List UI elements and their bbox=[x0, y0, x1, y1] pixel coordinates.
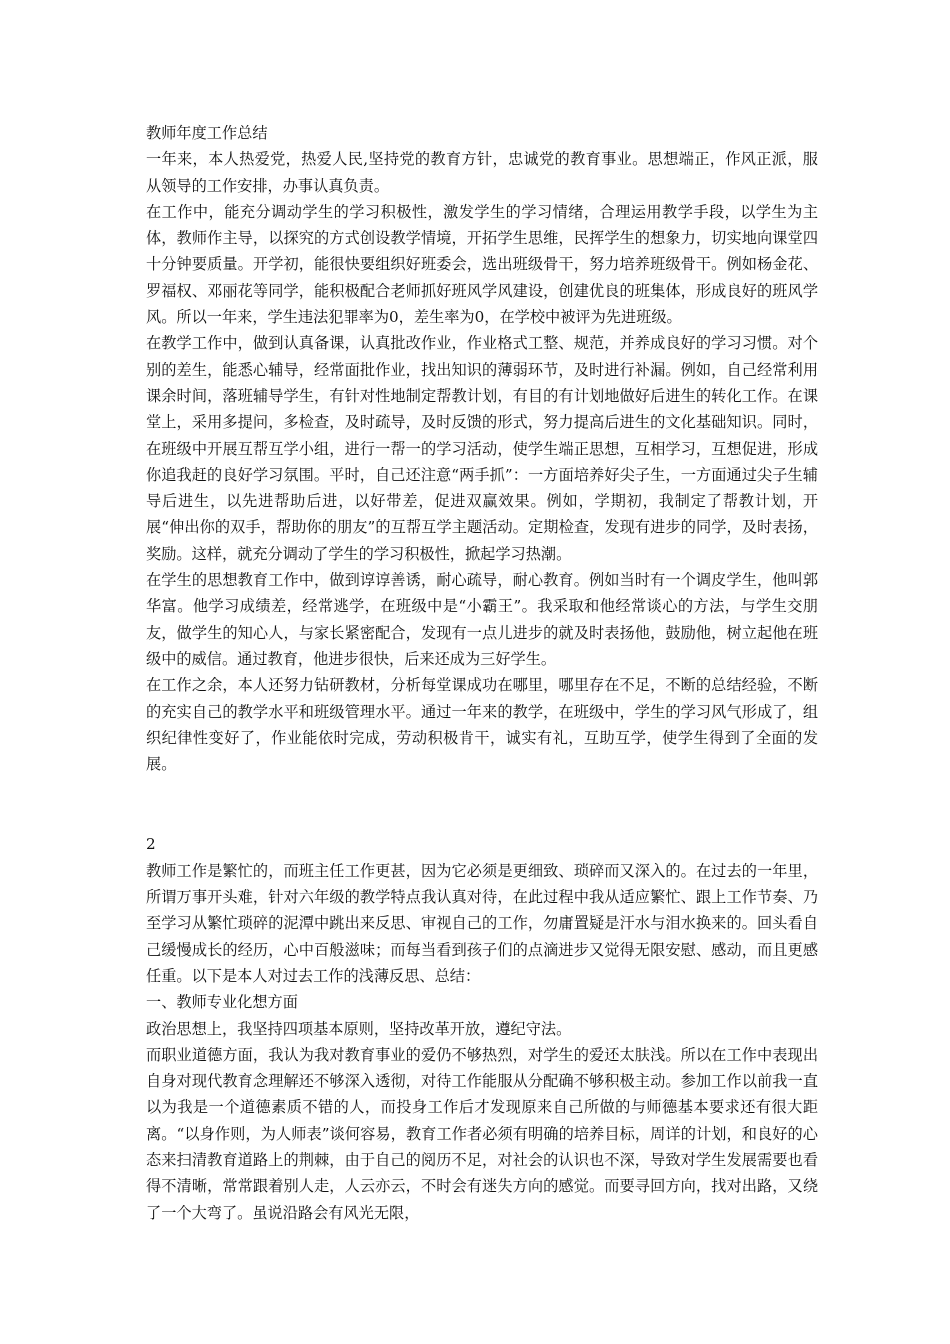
paragraph-political: 政治思想上，我坚持四项基本原则，坚持改革开放，遵纪守法。 bbox=[146, 1019, 572, 1038]
paragraph-intro: 一年来，本人热爱党，热爱人民,坚持党的教育方针，忠诚党的教育事业。思想端正，作风正派，服从领导的工作安排，办事认真负责。 bbox=[146, 150, 818, 195]
paragraph-moral-education: 在学生的思想教育工作中，做到谆谆善诱，耐心疏导，耐心教育。例如当时有一个调皮学生，他叫郭华富。他学习成绩差，经常逃学，在班级中是“小霸王”。我采取和他经常谈心的方法，与学生交朋友，做学生的知心人，与家长紧密配合，发现有一点儿进步的就及时表扬他，鼓励他，树立起他在班级中的威信。通过教育，他进步很快，后来还成为三好学生。 bbox=[146, 571, 818, 668]
paragraph-reflection-intro: 教师工作是繁忙的，而班主任工作更甚，因为它必须是更细致、琐碎而又深入的。在过去的一年里，所谓万事开头难，针对六年级的教学特点我认真对待，在此过程中我从适应繁忙、跟上工作节奏、乃至学习从繁忙琐碎的泥潭中跳出来反思、审视自己的工作，勿庸置疑是汗水与泪水换来的。回头看自己缓慢成长的经历，心中百般滋味；而每当看到孩子们的点滴进步又觉得无限安慰、感动，而且更感任重。以下是本人对过去工作的浅薄反思、总结： bbox=[146, 861, 818, 985]
section-number: 2 bbox=[146, 835, 156, 854]
paragraph-self-study: 在工作之余，本人还努力钻研教材，分析每堂课成功在哪里，哪里存在不足，不断的总结经验，不断的充实自己的教学水平和班级管理水平。通过一年来的教学，在班级中，学生的学习风气形成了，组织纪律性变好了，作业能依时完成，劳动积极肯干，诚实有礼，互助互学，使学生得到了全面的发展。 bbox=[146, 676, 818, 774]
paragraph-professional-ethics: 而职业道德方面，我认为我对教育事业的爱仍不够热烈，对学生的爱还太肤浅。所以在工作中表现出自身对现代教育念理解还不够深入透彻，对待工作能服从分配确不够积极主动。参加工作以前我一直以为我是一个道德素质不错的人，而投身工作后才发现原来自己所做的与师德基本要求还有很大距离。“以身作则，为人师表”谈何容易，教育工作者必须有明确的培养目标，周详的计划，和良好的心态来扫清教育道路上的荆棘，由于自己的阅历不足，对社会的认识也不深，导致对学生发展需要也看得不清晰，常常跟着别人走，人云亦云，不时会有迷失方向的感觉。而要寻回方向，找对出路，又绕了一个大弯了。虽说沿路会有风光无限， bbox=[146, 1045, 818, 1222]
document-page bbox=[146, 120, 818, 1226]
paragraph-teaching-work: 在教学工作中，做到认真备课，认真批改作业，作业格式工整、规范，并养成良好的学习习惯。对个别的差生，能悉心辅导，经常面批作业，找出知识的薄弱环节，及时进行补漏。例如，自己经常利用课余时间，落班辅导学生，有针对性地制定帮教计划，有目的有计划地做好后进生的转化工作。在课堂上，采用多提问，多检查，及时疏导，及时反馈的形式，努力提高后进生的文化基础知识。同时，在班级中开展互帮互学小组，进行一帮一的学习活动，使学生端正思想，互相学习，互想促进，形成你追我赶的良好学习氛围。平时，自己还注意“两手抓”：一方面培养好尖子生，一方面通过尖子生辅导后进生，以先进帮助后进，以好带差，促进双赢效果。例如，学期初，我制定了帮教计划，开展“伸出你的双手，帮助你的朋友”的互帮互学主题活动。定期检查，发现有进步的同学，及时表扬，奖励。这样，就充分调动了学生的学习积极性，掀起学习热潮。 bbox=[146, 334, 818, 563]
paragraph-teaching-method: 在工作中，能充分调动学生的学习积极性，激发学生的学习情绪，合理运用教学手段，以学生为主体，教师作主导，以探究的方式创设教学情境，开拓学生思维，民挥学生的想象力，切实地向课堂四十分钟要质量。开学初，能很快要组织好班委会，选出班级骨干，努力培养班级骨干。例如杨金花、罗福权、邓丽花等同学，能积极配合老师抓好班风学风建设，创建优良的班集体，形成良好的班风学风。所以一年来，学生违法犯罪率为0，差生率为0，在学校中被评为先进班级。 bbox=[146, 202, 818, 327]
document-title: 教师年度工作总结 bbox=[146, 124, 268, 142]
section-gap bbox=[146, 777, 818, 831]
section-heading: 一、教师专业化想方面 bbox=[146, 993, 298, 1012]
